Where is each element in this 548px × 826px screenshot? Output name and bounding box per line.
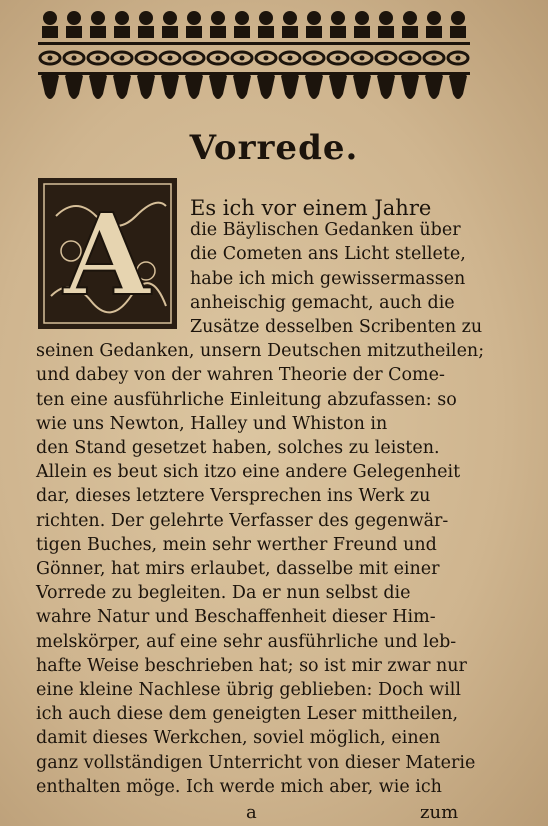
text-line: hafte Weise beschrieben hat; so ist mir zwar nur: [36, 655, 467, 676]
text-line: tigen Buches, mein sehr werther Freund und: [36, 534, 437, 555]
text-line: ganz vollständigen Unterricht von dieser Materie: [36, 752, 476, 773]
text-line: die Bäylischen Gedanken über: [190, 220, 461, 241]
text-line: Vorrede zu begleiten. Da er nun selbst die: [36, 583, 411, 604]
text-line: den Stand gesetzet haben, solches zu leisten.: [36, 438, 440, 458]
text-line: und dabey von der wahren Theorie der Come-: [36, 365, 445, 386]
signature-mark: a: [246, 802, 257, 823]
catchword: zum: [420, 802, 459, 823]
text-line: richten. Der gelehrte Verfasser des gegenwär-: [36, 510, 449, 531]
dropcap-letter: A: [63, 190, 151, 321]
text-line: wahre Natur und Beschaffenheit dieser Him-: [36, 607, 436, 628]
decorated-initial-icon: [36, 176, 179, 331]
text-line: dar, dieses letztere Versprechen ins Werk zu: [36, 486, 431, 507]
text-line: Es ich vor einem Jahre: [190, 196, 432, 220]
text-line: wie uns Newton, Halley und Whiston in: [36, 413, 388, 434]
text-line: eine kleine Nachlese übrig geblieben: Doch will: [36, 680, 461, 700]
text-line: Allein es beut sich itzo eine andere Gelegenheit: [36, 462, 461, 483]
text-line: ten eine ausführliche Einleitung abzufassen: so: [36, 389, 457, 410]
text-line: damit dieses Werkchen, soviel möglich, einen: [36, 728, 441, 749]
page-title: Vorrede.: [189, 128, 359, 168]
text-line: ich auch diese dem geneigten Leser mittheilen,: [36, 704, 459, 725]
text-line: melskörper, auf eine sehr ausführliche und leb-: [36, 631, 457, 652]
text-line: anheischig gemacht, auch die: [190, 292, 455, 313]
text-line: Zusätze desselben Scribenten zu: [190, 317, 483, 337]
text-line: habe ich mich gewissermassen: [190, 268, 466, 289]
text-line: seinen Gedanken, unsern Deutschen mitzutheilen;: [36, 341, 485, 362]
text-line: die Cometen ans Licht stellete,: [190, 244, 466, 265]
ornamental-border-icon: [38, 6, 470, 110]
text-line: enthalten möge. Ich werde mich aber, wie ich: [36, 776, 442, 797]
text-line: Gönner, hat mirs erlaubet, dasselbe mit einer: [36, 559, 440, 579]
